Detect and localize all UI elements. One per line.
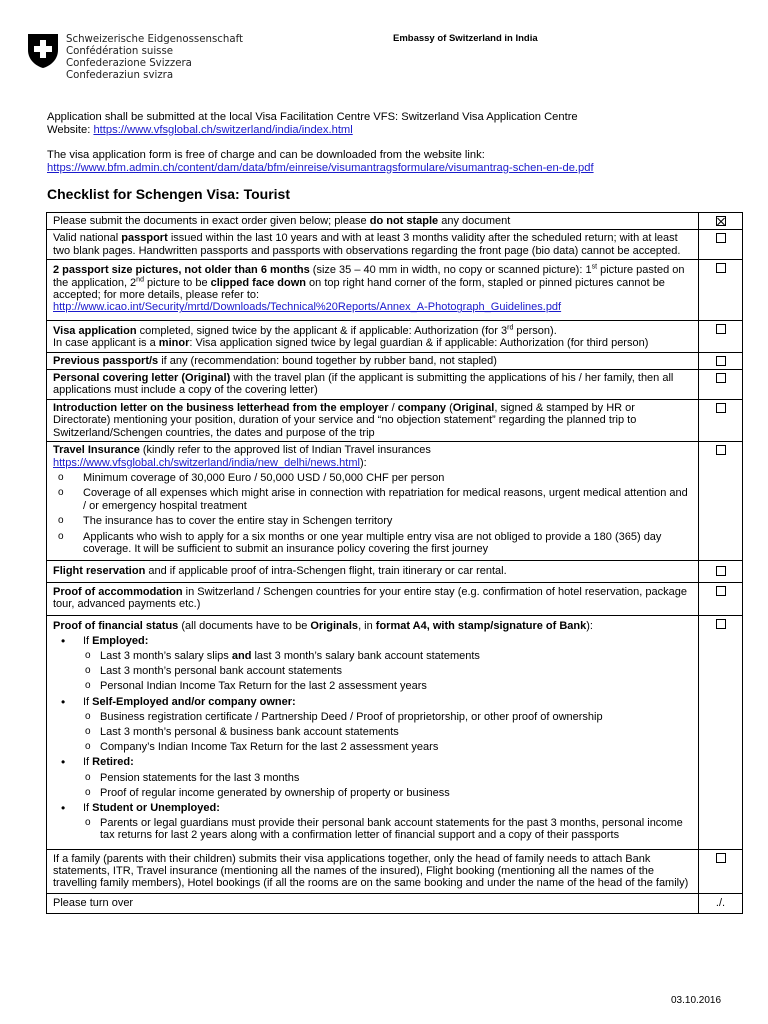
checkbox[interactable] [716,356,726,366]
list-item: • If Self-Employed and/or company owner: o Business registration certificate / Partnership Deed / Proof of proprietorship, or other proof of ownership o Last 3 month’s personal & business bank account statements o Company’s Indian Income Tax Return for the last 2 assessment years [53,696,692,754]
table-row [47,320,743,352]
continued-mark: ./. [699,893,743,913]
financial-categories [53,635,692,842]
swiss-crest-icon [27,33,59,69]
row-text: Proof of accommodation in Switzerland / Schengen countries for your entire stay (e.g. confirmation of hotel reservation, package tour, advanced payments etc.) [47,582,699,615]
checked-checkbox[interactable] [716,216,726,226]
checkbox[interactable] [716,853,726,863]
list-item: o Proof of regular income generated by ownership of property or business [83,787,692,799]
embassy-title: Embassy of Switzerland in India [393,33,538,44]
document-date: 03.10.2016 [671,995,722,1006]
list-item: • If Employed: o Last 3 month’s salary slips and last 3 month’s salary bank account statements o Last 3 month’s personal bank account statements o Personal Indian Income Tax Return for the last 2 assessment years [53,635,692,693]
confed-line: Schweizerische Eidgenossenschaft [66,34,243,45]
intro-form-text: The visa application form is free of charge and can be downloaded from the website link: [47,149,485,161]
checkbox[interactable] [716,324,726,334]
checkbox[interactable] [716,403,726,413]
table-row [47,230,743,260]
checkbox[interactable] [716,373,726,383]
list-item: o Applicants who wish to apply for a six months or one year multiple entry visa are not obliged to provide a 180 (365) day coverage. It will be sufficient to submit an insurance policy covering the first journey [53,531,692,556]
list-item: o Minimum coverage of 30,000 Euro / 50,000 USD / 50,000 CHF per person [53,472,692,484]
checklist-table [46,212,743,914]
checkbox[interactable] [716,263,726,273]
row-text: Please submit the documents in exact order given below; please do not staple any document [47,213,699,230]
list-item: o Parents or legal guardians must provide their personal bank account statements for the past 3 months, personal income tax returns for last 2 years along with a confirmation letter of financial support and a copy of their passports [83,817,692,841]
checkbox[interactable] [716,445,726,455]
list-item: o Company’s Indian Income Tax Return for the last 2 assessment years [83,741,692,753]
list-item: o Coverage of all expenses which might arise in connection with repatriation for medical reasons, urgent medical attention and / or emergency hospital treatment [53,487,692,512]
row-text: Introduction letter on the business letterhead from the employer / company (Original, signed & stamped by HR or Directorate) mentioning your position, duration of your service and “no objection statement” regarding the planned trip to Switzerland/Schengen countries, the dates and purpose of the trip [47,399,699,441]
intro-vfs-text: Application shall be submitted at the local Visa Facilitation Centre VFS: Switzerland Visa Application Centre [47,111,578,123]
row-text: Visa application completed, signed twice by the applicant & if applicable: Authorization (for 3rd person). In case applicant is a minor: Visa application signed twice by legal guardian & if applicable: Authorization (for third person) [47,320,699,352]
vfs-website-link[interactable]: https://www.vfsglobal.ch/switzerland/india/index.html [93,123,353,136]
list-item: o Business registration certificate / Partnership Deed / Proof of proprietorship, or other proof of ownership [83,711,692,723]
table-row [47,849,743,893]
list-item: o Last 3 month’s personal bank account statements [83,665,692,677]
table-row [47,561,743,582]
table-row [47,582,743,615]
table-row [47,213,743,230]
table-row [47,370,743,400]
insurance-list [53,472,692,555]
table-row [47,352,743,369]
photo-guidelines-link[interactable]: http://www.icao.int/Security/mrtd/Downloads/Technical%20Reports/Annex_A-Photograph_Guidelines.pdf [53,301,562,314]
list-item: o Last 3 month’s personal & business bank account statements [83,726,692,738]
row-text: Flight reservation and if applicable proof of intra-Schengen flight, train itinerary or car rental. [47,561,699,582]
table-row [47,442,743,561]
list-item: o The insurance has to cover the entire stay in Schengen territory [53,515,692,527]
insurance-list-link[interactable]: https://www.vfsglobal.ch/switzerland/india/new_delhi/news.html [53,456,360,469]
checkbox[interactable] [716,586,726,596]
page-title: Checklist for Schengen Visa: Tourist [47,186,290,202]
row-text: 2 passport size pictures, not older than 6 months (size 35 – 40 mm in width, no copy or scanned picture): 1st picture pasted on the application, 2nd picture to be clipped face down on top right hand corner of the form, stapled or pinned pictures cannot be accepted; for more details, please refer to: http://www.icao.int/Security/mrtd/Downloads/Technical%20Reports/Annex_A-Photograph_Guidelines.pdf [47,260,699,321]
checkbox[interactable] [716,566,726,576]
checkbox[interactable] [716,233,726,243]
table-row [47,893,743,913]
list-item: • If Retired: o Pension statements for the last 3 months o Proof of regular income generated by ownership of property or business [53,756,692,799]
row-text: Personal covering letter (Original) with the travel plan (if the applicant is submitting the applications of his / her family, then all applications must include a copy of the covering letter) [47,370,699,400]
list-item: o Personal Indian Income Tax Return for the last 2 assessment years [83,680,692,692]
table-row [47,615,743,849]
confederation-wordmark [66,34,243,82]
confed-line: Confederazione Svizzera [66,58,192,69]
row-text: If a family (parents with their children) submits their visa applications together, only the head of family needs to attach Bank statements, ITR, Travel insurance (mentioning all the names of the insured), Flight booking (mentioning all the names of the travelling family members), Hotel bookings (if all the rooms are on the same booking and under the name of the head of the family) [47,849,699,893]
intro-form [47,149,727,174]
list-item: • If Student or Unemployed: o Parents or legal guardians must provide their personal bank account statements for the past 3 months, personal income tax returns for last 2 years along with a confirmation letter of financial support and a copy of their passports [53,802,692,842]
row-text: Previous passport/s if any (recommendation: bound together by rubber band, not stapled) [47,352,699,369]
row-text: Travel Insurance (kindly refer to the approved list of Indian Travel insurances https://www.vfsglobal.ch/switzerland/india/new_delhi/news.html): o Minimum coverage of 30,000 Euro / 50,000 USD / 50,000 CHF per person o Coverage of all expenses which might arise in connection with repatriation for medical reasons, urgent medical attention and / or emergency hospital treatment o The insurance has to cover the entire stay in Schengen territory o Applicants who wish to apply for a six months or one year multiple entry visa are not obliged to provide a 180 (365) day coverage. It will be sufficient to submit an insurance policy covering the first journey [47,442,699,561]
confed-line: Confederaziun svizra [66,70,174,81]
row-text: Please turn over [47,893,699,913]
checkbox[interactable] [716,619,726,629]
list-item: o Pension statements for the last 3 months [83,772,692,784]
table-row [47,260,743,321]
row-text: Valid national passport issued within the last 10 years and with at least 3 months validity after the scheduled return; with at least two blank pages. Handwritten passports and passports with observations regarding the front page (bio data) cannot be accepted. [47,230,699,260]
confed-line: Confédération suisse [66,46,174,57]
intro [47,111,727,187]
intro-vfs [47,111,727,136]
list-item: o Last 3 month’s salary slips and last 3 month’s salary bank account statements [83,650,692,662]
visa-form-link[interactable]: https://www.bfm.admin.ch/content/dam/data/bfm/einreise/visumantragsformulare/visumantrag-schen-en-de.pdf [47,161,594,174]
row-text: Proof of financial status (all documents have to be Originals, in format A4, with stamp/signature of Bank): • If Employed: o Last 3 month’s salary slips and last 3 month’s salary bank account statements o Last 3 month’s personal bank account statements o Personal Indian Income Tax Return for the last 2 assessment years • If Self-Employed and/or company owner: o Business registration certificate / Partnership Deed / Proof of proprietorship, or other proof of ownership o Last 3 month’s personal & business bank account statements o Company’s Indian Income Tax Return for the last 2 assessment years • If Retired: o Pension statements for the last 3 months o Proof of regular income generated by ownership of property or business • If Student or Unemployed: o Parents or legal guardians must provide their personal bank account statements for the past 3 months, personal income tax returns for last 2 years along with a confirmation letter of financial support and a copy of their passports [47,615,699,849]
website-label: Website: [47,123,94,136]
table-row [47,399,743,441]
